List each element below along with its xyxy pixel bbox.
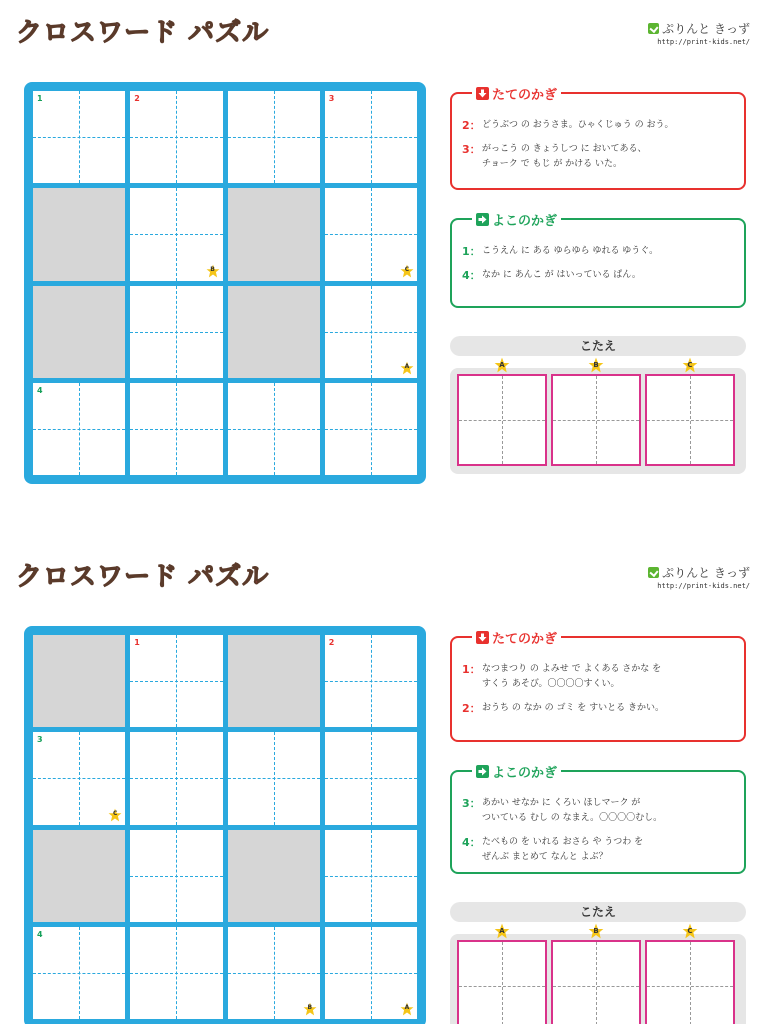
star-letter: A (404, 362, 410, 370)
answer-heading: こたえ (450, 902, 746, 922)
clue-item-text: なか に あんこ が はいっている ぱん。 (482, 270, 641, 280)
grid-cell[interactable] (130, 188, 222, 280)
star-icon (400, 264, 414, 278)
page-title (16, 16, 269, 50)
guide-line (130, 332, 222, 333)
grid-cell[interactable] (325, 732, 417, 824)
puzzle-sheet-2 (0, 544, 768, 1024)
arrow-down-icon (476, 631, 489, 644)
across-clues-heading (472, 210, 561, 228)
down-clues-box (450, 87, 746, 190)
title-char: ー (124, 562, 152, 592)
across-heading-text: よこのかぎ (492, 213, 558, 229)
title-char: パ (188, 562, 216, 592)
guide-line (130, 973, 222, 974)
title-char: ー (124, 18, 152, 48)
grid-cell[interactable] (325, 830, 417, 922)
clue-item (462, 118, 736, 133)
clue-item (462, 662, 736, 692)
star-icon (588, 357, 604, 373)
logo-brand-text: ぷりんと きっず (662, 566, 750, 580)
grid-cell[interactable] (33, 732, 125, 824)
grid-cell[interactable] (130, 91, 222, 183)
answer-heading: こたえ (450, 336, 746, 356)
guide-line (33, 137, 125, 138)
clue-item-text: たべもの を いれる おさら や うつわ を ぜんぶ まとめて なんと よぶ？ (482, 837, 644, 862)
grid-cell[interactable] (228, 927, 320, 1019)
arrow-right-icon (476, 765, 489, 778)
guide-line (647, 420, 733, 421)
title-char: ド (151, 562, 179, 592)
clue-item-number: 3： (462, 143, 481, 156)
answer-letter: B (593, 361, 599, 369)
site-logo (648, 20, 750, 46)
star-letter: B (307, 1004, 313, 1011)
guide-line (553, 420, 639, 421)
grid-cell[interactable] (130, 732, 222, 824)
grid-cell[interactable] (228, 383, 320, 475)
clue-number: 3 (37, 735, 43, 745)
guide-line (459, 420, 545, 421)
clue-item (462, 142, 736, 172)
answer-letter: C (687, 361, 693, 369)
clue-item-text: なつまつり の よみせ で よくある さかな を すくう あそび。〇〇〇〇すくい。 (482, 664, 662, 689)
title-char: パ (188, 18, 216, 48)
arrow-right-icon (476, 213, 489, 226)
clue-number: 3 (328, 94, 335, 103)
guide-line (130, 778, 222, 779)
clue-item-number: 2： (462, 702, 481, 715)
clue-item-text: どうぶつ の おうさま。ひゃくじゅう の おう。 (482, 120, 674, 130)
clue-number: 4 (37, 385, 43, 395)
logo-brand-text: ぷりんと きっず (662, 22, 750, 36)
star-letter: A (404, 1004, 410, 1011)
title-char: ズ (215, 18, 243, 48)
guide-line (228, 973, 320, 974)
down-heading-text: たてのかぎ (492, 87, 558, 103)
clue-item-number: 1： (462, 663, 481, 676)
guide-line (325, 876, 417, 877)
blocked-cell (33, 830, 125, 922)
blocked-cell (228, 286, 320, 378)
star-icon (303, 1002, 317, 1016)
title-char: ロ (43, 18, 71, 48)
guide-line (325, 332, 417, 333)
answer-letter: A (499, 927, 505, 935)
clue-item-number: 2： (462, 119, 481, 132)
down-heading-text: たてのかぎ (492, 631, 558, 647)
answer-area (450, 927, 746, 1024)
grid-cell[interactable] (325, 927, 417, 1019)
star-letter: B (210, 265, 215, 273)
clue-list (452, 638, 744, 724)
logo-url: http://print-kids.net/ (657, 38, 750, 46)
guide-line (325, 681, 417, 682)
answer-box-b[interactable] (551, 374, 641, 466)
down-clues-heading (472, 628, 561, 646)
clue-item-text: がっこう の きょうしつ に おいてある、 チョーク で もじ が かける いた。 (482, 144, 647, 169)
answer-box-b[interactable] (551, 940, 641, 1024)
guide-line (553, 986, 639, 987)
grid-cell[interactable] (325, 383, 417, 475)
guide-line (228, 429, 320, 430)
grid-cell[interactable] (130, 383, 222, 475)
star-icon (206, 264, 220, 278)
title-char: ス (70, 18, 98, 48)
star-icon (588, 923, 604, 939)
blocked-cell (33, 286, 125, 378)
clue-item (462, 701, 736, 716)
guide-line (502, 942, 503, 1024)
title-char: ス (70, 562, 98, 592)
guide-line (33, 973, 125, 974)
star-icon (108, 808, 122, 822)
guide-line (130, 429, 222, 430)
clue-list (452, 220, 744, 291)
clue-list (452, 94, 744, 180)
guide-line (33, 778, 125, 779)
guide-line (228, 778, 320, 779)
answer-box-a[interactable] (457, 374, 547, 466)
logo-url: http://print-kids.net/ (657, 582, 750, 590)
star-icon (494, 923, 510, 939)
clue-number: 2 (134, 94, 140, 103)
title-char: ル (242, 562, 270, 592)
across-clues-box (450, 765, 746, 874)
grid-cell[interactable] (130, 635, 222, 727)
clue-number: 4 (37, 929, 43, 939)
grid-cell[interactable] (33, 91, 125, 183)
title-char: ワ (97, 18, 125, 48)
answer-letter: B (593, 927, 599, 935)
title-char: ク (16, 562, 44, 592)
star-icon (400, 361, 414, 375)
grid-cells (33, 635, 417, 1019)
clue-item (462, 796, 736, 826)
star-icon (494, 357, 510, 373)
grid-cell[interactable] (325, 635, 417, 727)
guide-line (130, 137, 222, 138)
clue-item (462, 268, 736, 283)
blocked-cell (228, 830, 320, 922)
arrow-down-icon (476, 87, 489, 100)
clue-number: 1 (134, 638, 140, 647)
grid-cell[interactable] (130, 286, 222, 378)
star-icon (682, 923, 698, 939)
guide-line (325, 778, 417, 779)
clue-item-number: 3： (462, 797, 481, 810)
guide-line (130, 681, 222, 682)
title-char: ク (16, 18, 44, 48)
grid-cells (33, 91, 417, 475)
crossword-grid (24, 626, 426, 1024)
grid-cell[interactable] (325, 91, 417, 183)
guide-line (130, 234, 222, 235)
star-letter: C (404, 265, 410, 273)
clue-item-number: 4： (462, 269, 481, 282)
clue-number: 1 (37, 94, 43, 103)
answer-box-a[interactable] (457, 940, 547, 1024)
grid-cell[interactable] (325, 286, 417, 378)
grid-cell[interactable] (130, 830, 222, 922)
clue-item-text: おうち の なか の ゴミ を すいとる きかい。 (482, 703, 665, 713)
guide-line (325, 234, 417, 235)
blocked-cell (33, 188, 125, 280)
answer-letter: C (687, 927, 693, 935)
star-icon (682, 357, 698, 373)
clue-item-number: 1： (462, 245, 481, 258)
blocked-cell (33, 635, 125, 727)
title-char: ル (242, 18, 270, 48)
clue-item (462, 244, 736, 259)
guide-line (596, 942, 597, 1024)
answer-area (450, 361, 746, 474)
guide-line (130, 876, 222, 877)
across-clues-heading (472, 762, 561, 780)
guide-line (33, 429, 125, 430)
check-icon (648, 23, 659, 34)
grid-cell[interactable] (33, 927, 125, 1019)
across-heading-text: よこのかぎ (492, 765, 558, 781)
check-icon (648, 567, 659, 578)
star-letter: C (113, 809, 118, 817)
guide-line (647, 986, 733, 987)
clue-item-text: あかい せなか に くろい ほしマーク が ついている むし の なまえ。〇〇〇〇むし。 (482, 798, 663, 823)
title-char: ロ (43, 562, 71, 592)
answer-letter: A (499, 361, 505, 369)
title-char: ド (151, 18, 179, 48)
across-clues-box (450, 213, 746, 308)
page-title (16, 560, 269, 594)
grid-cell[interactable] (228, 732, 320, 824)
clue-item-number: 4： (462, 836, 481, 849)
down-clues-box (450, 631, 746, 742)
guide-line (325, 973, 417, 974)
clue-item (462, 835, 736, 865)
clue-number: 2 (328, 638, 335, 647)
grid-cell[interactable] (228, 91, 320, 183)
clue-item-text: こうえん に ある ゆらゆら ゆれる ゆうぐ。 (482, 246, 659, 256)
guide-line (325, 429, 417, 430)
site-logo (648, 564, 750, 590)
guide-line (228, 137, 320, 138)
logo-brand (648, 20, 750, 37)
guide-line (325, 137, 417, 138)
grid-cell[interactable] (33, 383, 125, 475)
answer-box-c[interactable] (645, 940, 735, 1024)
blocked-cell (228, 188, 320, 280)
grid-cell[interactable] (130, 927, 222, 1019)
blocked-cell (228, 635, 320, 727)
guide-line (459, 986, 545, 987)
grid-cell[interactable] (325, 188, 417, 280)
guide-line (690, 942, 691, 1024)
title-char: ワ (97, 562, 125, 592)
down-clues-heading (472, 84, 561, 102)
logo-brand (648, 564, 750, 581)
clue-list (452, 772, 744, 873)
star-icon (400, 1002, 414, 1016)
crossword-grid (24, 82, 426, 484)
answer-box-c[interactable] (645, 374, 735, 466)
title-char: ズ (215, 562, 243, 592)
